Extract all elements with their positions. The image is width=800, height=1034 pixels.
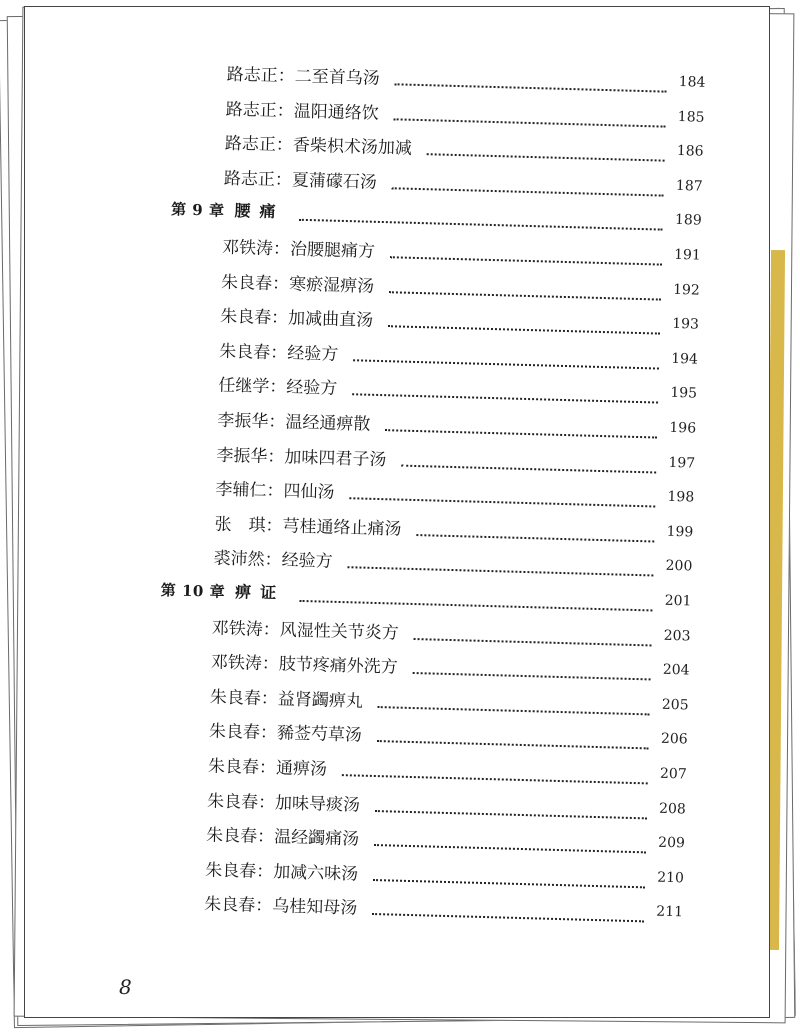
entry-title: 邓铁涛：肢节疼痛外洗方: [210, 652, 399, 678]
dot-leader: [372, 913, 644, 922]
document-page: [24, 6, 770, 1018]
dot-leader: [352, 394, 658, 404]
dot-leader: [341, 774, 647, 784]
entry-title: 任继学：经验方: [218, 376, 338, 400]
page-ref: 195: [670, 385, 698, 402]
page-ref: 187: [675, 177, 703, 195]
page-ref: 191: [673, 246, 701, 264]
page-ref: 199: [666, 523, 694, 541]
page-ref: 198: [667, 489, 695, 506]
chapter-title: [161, 577, 286, 603]
page-ref: 204: [662, 661, 690, 679]
entry-title: 李振华：加味四君子汤: [216, 445, 387, 470]
dot-leader: [347, 567, 653, 577]
dot-leader: [353, 359, 659, 369]
entry-title: 路志正：二至首乌汤: [226, 64, 380, 89]
chapter-number: 第 10 章: [160, 581, 226, 601]
dot-leader: [391, 187, 663, 196]
dot-leader: [401, 464, 656, 473]
dot-leader: [394, 83, 666, 92]
chapter-name: 腰痛: [234, 201, 285, 222]
dot-leader: [413, 638, 651, 646]
page-ref: 189: [674, 212, 702, 230]
entry-title: 李辅仁：四仙汤: [215, 479, 335, 503]
entry-title: 朱良春：寒瘀湿痹汤: [220, 272, 375, 297]
page-ref: 201: [664, 592, 692, 610]
page-ref: 196: [669, 419, 697, 437]
page-ref: 194: [671, 350, 699, 368]
chapter-name: 痹证: [234, 582, 286, 603]
entry-title: 朱良春：益肾蠲痹丸: [209, 687, 364, 712]
chapter-number: 第 9 章: [170, 200, 225, 221]
entry-title: 朱良春：加减曲直汤: [219, 306, 374, 331]
dot-leader: [388, 325, 660, 334]
dot-leader: [426, 153, 664, 161]
page-number: 8: [119, 975, 132, 999]
entry-title: 李振华：温经通痹散: [217, 410, 371, 435]
page-ref: 208: [658, 800, 687, 818]
dot-leader: [389, 291, 661, 300]
page-ref: 186: [676, 143, 704, 160]
dot-leader: [299, 600, 652, 612]
page-ref: 210: [656, 869, 685, 887]
page-ref: 197: [668, 454, 696, 472]
table-of-contents: [11, 0, 784, 1028]
chapter-title: [171, 197, 285, 223]
dot-leader: [376, 740, 648, 749]
entry-title: 朱良春：乌桂知母汤: [204, 894, 358, 919]
page-ref: 184: [678, 73, 706, 91]
dot-leader: [385, 429, 657, 438]
page-ref: 193: [671, 316, 700, 333]
page-ref: 206: [660, 731, 688, 748]
page-ref: 185: [677, 108, 705, 126]
dot-leader: [349, 497, 655, 507]
entry-title: 朱良春：通痹汤: [207, 756, 328, 780]
dot-leader: [377, 706, 649, 715]
entry-title: 朱良春：温经蠲痛汤: [205, 825, 360, 850]
entry-title: 朱良春：加减六味汤: [204, 860, 359, 885]
page-ref: 211: [656, 904, 684, 921]
dot-leader: [374, 810, 646, 819]
entry-title: 张 琪：芎桂通络止痛汤: [214, 514, 402, 540]
entry-title: 裘沛然：经验方: [213, 548, 333, 573]
entry-title: 邓铁涛：治腰腿痛方: [221, 237, 376, 262]
page-ref: 192: [672, 281, 701, 299]
entry-title: 邓铁涛：风湿性关节炎方: [211, 618, 399, 644]
entry-title: 路志正：香柴枳术汤加减: [224, 133, 413, 159]
dot-leader: [299, 219, 663, 231]
entry-title: 朱良春：经验方: [219, 341, 339, 365]
page-ref: 209: [657, 834, 686, 852]
dot-leader: [412, 672, 650, 680]
dot-leader: [393, 118, 665, 127]
entry-title: 朱良春：豨莶芍草汤: [208, 721, 363, 747]
dot-leader: [416, 534, 654, 542]
entry-title: 朱良春：加味导痰汤: [206, 791, 361, 816]
page-ref: 205: [661, 696, 689, 714]
page-ref: 200: [665, 558, 693, 575]
page-ref: 207: [659, 765, 687, 783]
entry-title: 路志正：夏蒲礞石汤: [223, 168, 378, 193]
dot-leader: [389, 256, 661, 265]
dot-leader: [373, 879, 645, 888]
entry-title: 路志正：温阳通络饮: [225, 99, 380, 124]
page-ref: 203: [663, 627, 691, 645]
dot-leader: [374, 844, 646, 853]
